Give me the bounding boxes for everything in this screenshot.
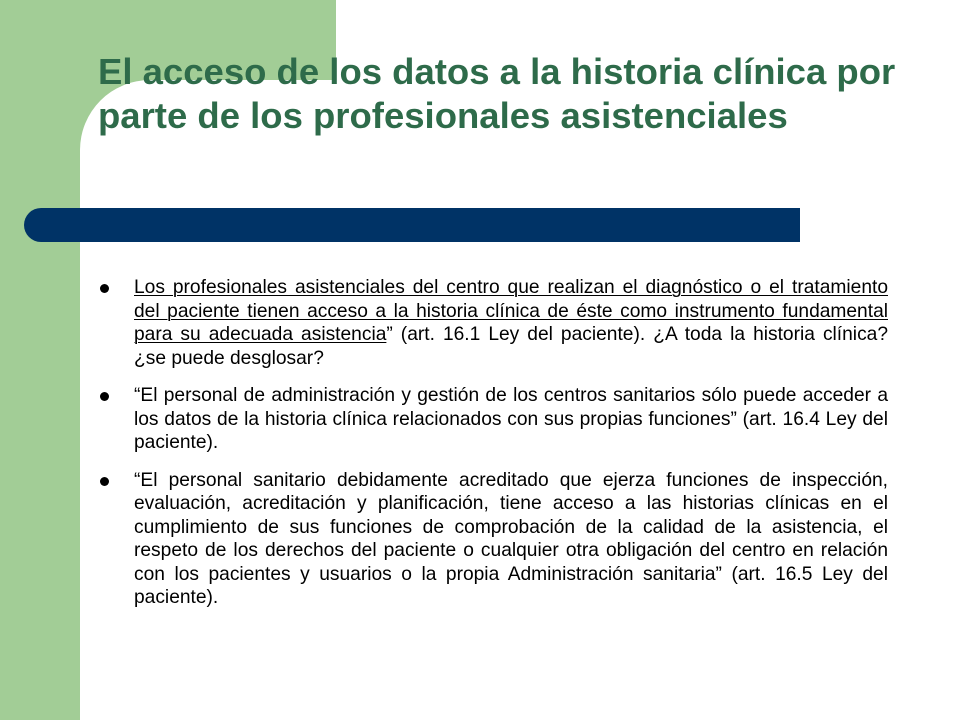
bullet-list bbox=[98, 276, 888, 624]
bullet-dot-icon bbox=[100, 477, 109, 486]
bullet-item-1 bbox=[98, 276, 888, 370]
bullet-1-rest-text: ” (art. 16.1 Ley del paciente). ¿A toda la historia clínica? ¿se puede desglosar? bbox=[134, 324, 889, 369]
bullet-item-2 bbox=[98, 384, 888, 455]
bullet-1-underlined-text: Los profesionales asistenciales del centro que realizan el diagnóstico o el tratamiento del paciente tienen acceso a la historia clínica de éste como instrumento fundamental para su adecuada asistencia bbox=[134, 277, 888, 345]
slide-title: El acceso de los datos a la historia clínica por parte de los profesionales asistenciales bbox=[98, 51, 896, 136]
bullet-dot-icon bbox=[100, 392, 109, 401]
bullet-3-text: “El personal sanitario debidamente acreditado que ejerza funciones de inspección, evaluación, acreditación y planificación, tiene acceso a las historias clínicas en el cumplimiento de sus funciones de comprobación de la calidad de la asistencia, el respeto de los derechos del paciente o cualquier otra obligación del centro en relación con los pacientes y usuarios o la propia Administración sanitaria” (art. 16.5 Ley del paciente). bbox=[134, 469, 888, 608]
title-divider-bar bbox=[24, 208, 800, 242]
bullet-dot-icon bbox=[100, 284, 109, 293]
bullet-item-3 bbox=[98, 469, 888, 610]
bullet-2-text: “El personal de administración y gestión de los centros sanitarios sólo puede acceder a los datos de la historia clínica relacionados con sus propias funciones” (art. 16.4 Ley del paciente). bbox=[134, 385, 888, 453]
